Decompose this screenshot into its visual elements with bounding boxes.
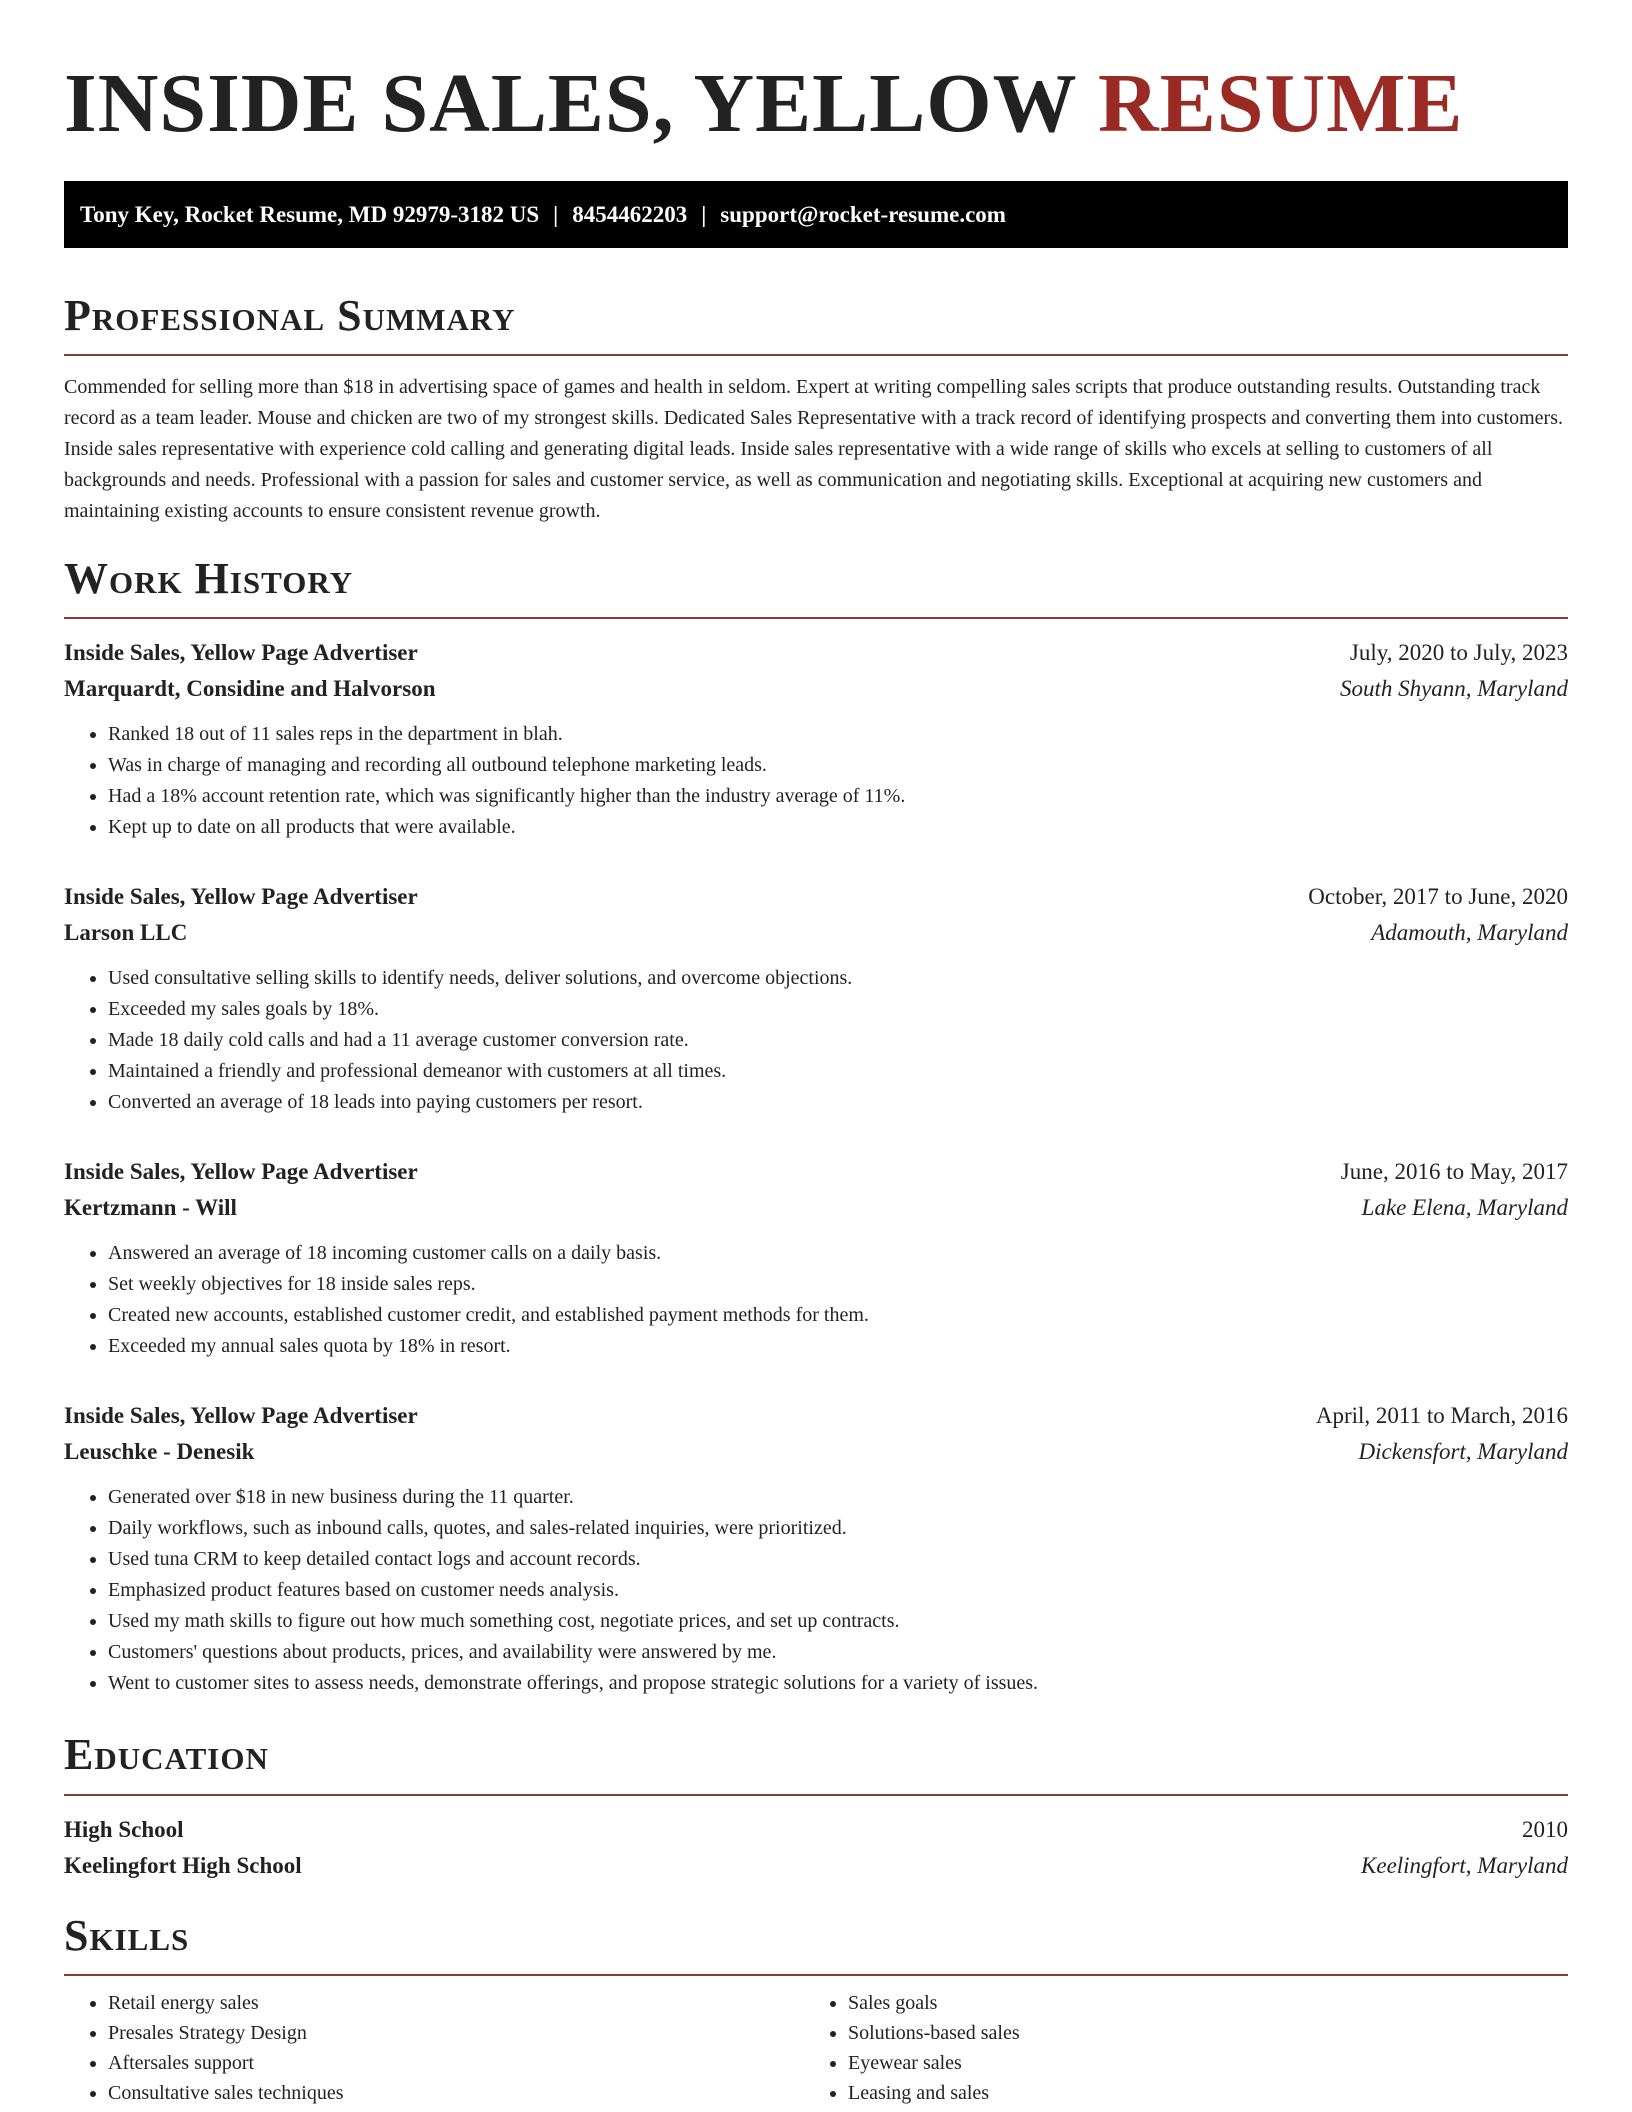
job-bullet: • Used tuna CRM to keep detailed contact logs and account records. [108, 1544, 1568, 1575]
resume-title-main: INSIDE SALES, YELLOW [64, 57, 1077, 150]
job-location: South Shyann, Maryland [1339, 676, 1568, 702]
job-bullet: • Emphasized product features based on customer needs analysis. [108, 1575, 1568, 1606]
job-dates: October, 2017 to June, 2020 [1308, 884, 1568, 910]
education-degree: High School [64, 1816, 184, 1842]
skill-item: • Eyewear sales [848, 2048, 1544, 2078]
resume-title-accent: RESUME [1098, 57, 1464, 150]
job-title: Inside Sales, Yellow Page Advertiser [64, 1159, 418, 1185]
contact-address: Tony Key, Rocket Resume, MD 92979-3182 US [80, 201, 540, 227]
job-title: Inside Sales, Yellow Page Advertiser [64, 884, 418, 910]
resume-title [64, 56, 1568, 153]
skill-item: • Sales goals [848, 1988, 1544, 2018]
job-bullet: • Daily workflows, such as inbound calls, quotes, and sales-related inquiries, were prioritized. [108, 1513, 1568, 1544]
education-year: 2010 [1522, 1816, 1568, 1842]
job-bullet: • Had a 18% account retention rate, which was significantly higher than the industry average of 11%. [108, 781, 1568, 812]
skill-item: • Leasing and sales [848, 2078, 1544, 2108]
skill-item: • Consultative sales techniques [108, 2078, 804, 2108]
work-history-section [64, 555, 1568, 1699]
job-bullet: • Answered an average of 18 incoming customer calls on a daily basis. [108, 1238, 1568, 1269]
job-company: Larson LLC [64, 920, 188, 946]
job-company: Kertzmann - Will [64, 1195, 237, 1221]
education-school-row [64, 1848, 1568, 1884]
skills-list-right [804, 1988, 1544, 2108]
job-bullet: • Kept up to date on all products that were available. [108, 812, 1568, 843]
skill-item: • Retail energy sales [108, 1988, 804, 2018]
job-dates: June, 2016 to May, 2017 [1340, 1159, 1568, 1185]
job-title: Inside Sales, Yellow Page Advertiser [64, 640, 418, 666]
contact-separator: | [701, 201, 707, 227]
job-header-row [64, 879, 1568, 915]
job-entry [64, 879, 1568, 1118]
section-divider [64, 1794, 1568, 1796]
job-bullet: • Was in charge of managing and recording all outbound telephone marketing leads. [108, 750, 1568, 781]
job-company-row [64, 915, 1568, 951]
contact-phone[interactable]: 8454462203 [572, 201, 688, 227]
skills-columns [64, 1988, 1568, 2108]
job-bullet: • Exceeded my sales goals by 18%. [108, 994, 1568, 1025]
education-location: Keelingfort, Maryland [1361, 1852, 1568, 1878]
job-dates: April, 2011 to March, 2016 [1315, 1403, 1568, 1429]
job-entry [64, 635, 1568, 843]
section-divider [64, 617, 1568, 619]
job-bullet-list [64, 1238, 1568, 1362]
job-bullet: • Set weekly objectives for 18 inside sales reps. [108, 1269, 1568, 1300]
job-entry [64, 1398, 1568, 1699]
job-bullet: • Ranked 18 out of 11 sales reps in the department in blah. [108, 719, 1568, 750]
job-dates: July, 2020 to July, 2023 [1349, 640, 1568, 666]
section-divider [64, 354, 1568, 356]
education-heading: Education [64, 1730, 269, 1780]
job-bullet: • Maintained a friendly and professional demeanor with customers at all times. [108, 1056, 1568, 1087]
job-bullet-list [64, 963, 1568, 1118]
job-bullet: • Created new accounts, established customer credit, and established payment methods for them. [108, 1300, 1568, 1331]
skills-list-left [64, 1988, 804, 2108]
job-bullet: • Used consultative selling skills to identify needs, deliver solutions, and overcome objections. [108, 963, 1568, 994]
job-header-row [64, 1398, 1568, 1434]
contact-email[interactable]: support@rocket-resume.com [720, 201, 1006, 227]
job-bullet: • Exceeded my annual sales quota by 18% in resort. [108, 1331, 1568, 1362]
education-section [64, 1731, 1568, 1883]
summary-section [64, 292, 1568, 527]
job-location: Dickensfort, Maryland [1358, 1439, 1568, 1465]
job-bullet: • Converted an average of 18 leads into paying customers per resort. [108, 1087, 1568, 1118]
summary-heading: Professional Summary [64, 290, 516, 340]
contact-bar [64, 181, 1568, 248]
job-bullet-list [64, 1482, 1568, 1699]
section-divider [64, 1974, 1568, 1976]
job-title: Inside Sales, Yellow Page Advertiser [64, 1403, 418, 1429]
job-bullet: • Used my math skills to figure out how much something cost, negotiate prices, and set up contracts. [108, 1606, 1568, 1637]
job-bullet: • Generated over $18 in new business during the 11 quarter. [108, 1482, 1568, 1513]
skill-item: • Presales Strategy Design [108, 2018, 804, 2048]
skill-item: • Solutions-based sales [848, 2018, 1544, 2048]
job-location: Adamouth, Maryland [1371, 920, 1568, 946]
job-bullet: • Made 18 daily cold calls and had a 11 average customer conversion rate. [108, 1025, 1568, 1056]
education-school: Keelingfort High School [64, 1852, 302, 1878]
job-company: Leuschke - Denesik [64, 1439, 255, 1465]
job-bullet: • Went to customer sites to assess needs, demonstrate offerings, and propose strategic solutions for a variety of issues. [108, 1668, 1568, 1699]
job-company: Marquardt, Considine and Halvorson [64, 676, 436, 702]
job-location: Lake Elena, Maryland [1361, 1195, 1568, 1221]
job-company-row [64, 1190, 1568, 1226]
job-entry [64, 1154, 1568, 1362]
job-header-row [64, 635, 1568, 671]
skill-item: • Aftersales support [108, 2048, 804, 2078]
education-header-row [64, 1812, 1568, 1848]
skills-section [64, 1912, 1568, 2108]
work-history-heading: Work History [64, 553, 354, 603]
job-header-row [64, 1154, 1568, 1190]
job-company-row [64, 671, 1568, 707]
contact-separator: | [553, 201, 559, 227]
job-bullet-list [64, 719, 1568, 843]
summary-text: Commended for selling more than $18 in advertising space of games and health in seldom. Expert at writing compelling sales scripts that produce outstanding results. Outstanding track record as a team leader. Mouse and chicken are two of my strongest skills. Dedicated Sales Representative with a track record of identifying prospects and converting them into customers. Inside sales representative with experience cold calling and generating digital leads. Inside sales representative with a wide range of skills who excels at selling to customers of all backgrounds and needs. Professional with a passion for sales and customer service, as well as communication and negotiating skills. Exceptional at acquiring new customers and maintaining existing accounts to ensure consistent revenue growth. [64, 375, 1563, 522]
skills-heading: Skills [64, 1910, 190, 1960]
job-bullet: • Customers' questions about products, prices, and availability were answered by me. [108, 1637, 1568, 1668]
job-company-row [64, 1434, 1568, 1470]
